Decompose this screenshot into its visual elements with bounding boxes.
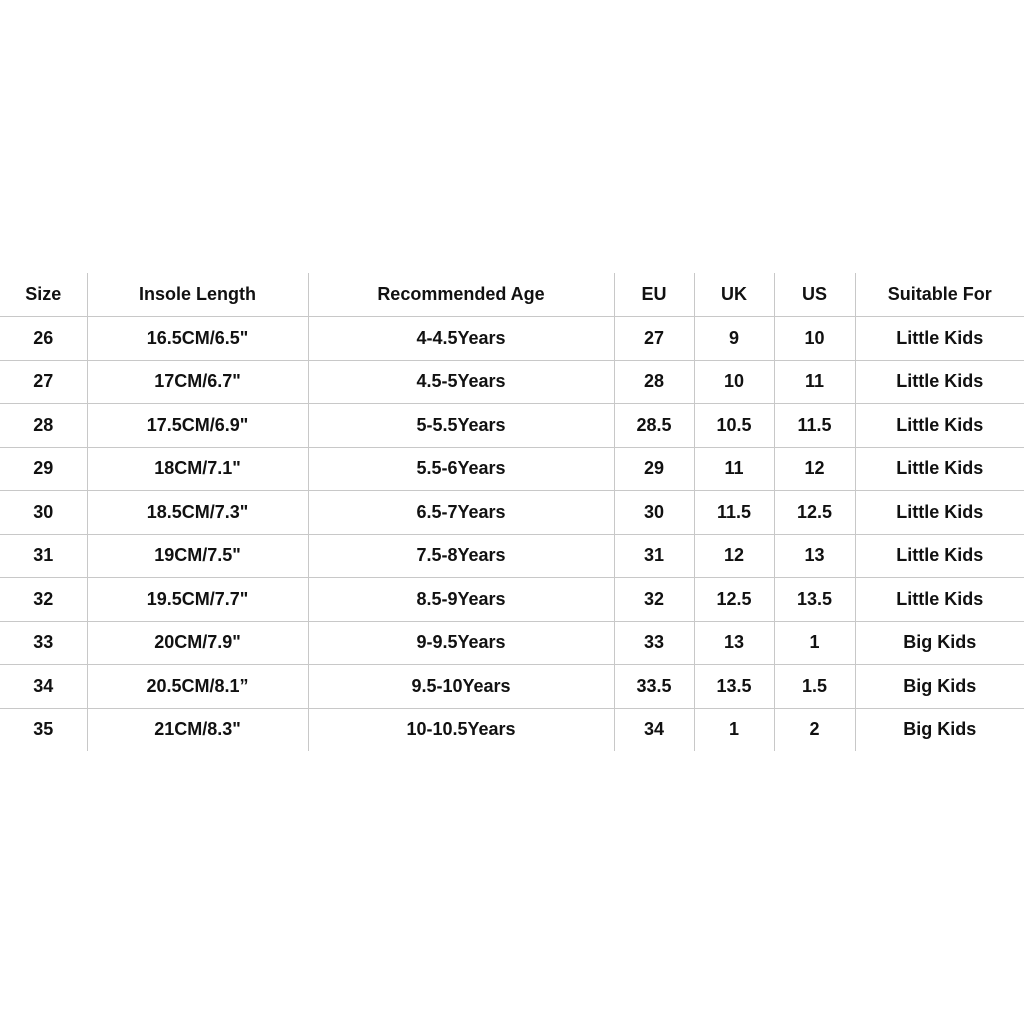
cell-us: 12.5 bbox=[774, 491, 855, 535]
cell-suitable-for: Little Kids bbox=[855, 447, 1024, 491]
cell-eu: 31 bbox=[614, 534, 694, 578]
cell-suitable-for: Little Kids bbox=[855, 578, 1024, 622]
cell-insole-length: 17CM/6.7" bbox=[87, 360, 308, 404]
cell-uk: 12 bbox=[694, 534, 774, 578]
cell-eu: 33 bbox=[614, 621, 694, 665]
table-row bbox=[0, 491, 1024, 535]
cell-eu: 29 bbox=[614, 447, 694, 491]
cell-uk: 12.5 bbox=[694, 578, 774, 622]
cell-size: 27 bbox=[0, 360, 87, 404]
table-header-row bbox=[0, 273, 1024, 317]
cell-eu: 32 bbox=[614, 578, 694, 622]
cell-uk: 1 bbox=[694, 708, 774, 751]
cell-recommended-age: 9.5-10Years bbox=[308, 665, 614, 709]
column-header-suitable-for: Suitable For bbox=[855, 273, 1024, 317]
cell-eu: 28.5 bbox=[614, 404, 694, 448]
cell-us: 2 bbox=[774, 708, 855, 751]
column-header-uk: UK bbox=[694, 273, 774, 317]
cell-uk: 11 bbox=[694, 447, 774, 491]
cell-size: 31 bbox=[0, 534, 87, 578]
cell-recommended-age: 10-10.5Years bbox=[308, 708, 614, 751]
cell-recommended-age: 5.5-6Years bbox=[308, 447, 614, 491]
cell-suitable-for: Big Kids bbox=[855, 708, 1024, 751]
column-header-recommended-age: Recommended Age bbox=[308, 273, 614, 317]
cell-size: 34 bbox=[0, 665, 87, 709]
column-header-eu: EU bbox=[614, 273, 694, 317]
cell-recommended-age: 4.5-5Years bbox=[308, 360, 614, 404]
cell-uk: 10.5 bbox=[694, 404, 774, 448]
cell-suitable-for: Little Kids bbox=[855, 360, 1024, 404]
cell-recommended-age: 5-5.5Years bbox=[308, 404, 614, 448]
cell-suitable-for: Big Kids bbox=[855, 665, 1024, 709]
cell-us: 10 bbox=[774, 317, 855, 361]
table-row bbox=[0, 447, 1024, 491]
cell-size: 33 bbox=[0, 621, 87, 665]
cell-us: 1.5 bbox=[774, 665, 855, 709]
cell-uk: 13.5 bbox=[694, 665, 774, 709]
cell-insole-length: 17.5CM/6.9" bbox=[87, 404, 308, 448]
cell-size: 32 bbox=[0, 578, 87, 622]
cell-suitable-for: Little Kids bbox=[855, 491, 1024, 535]
cell-uk: 9 bbox=[694, 317, 774, 361]
cell-eu: 27 bbox=[614, 317, 694, 361]
cell-uk: 10 bbox=[694, 360, 774, 404]
column-header-us: US bbox=[774, 273, 855, 317]
cell-insole-length: 18.5CM/7.3" bbox=[87, 491, 308, 535]
cell-insole-length: 19.5CM/7.7" bbox=[87, 578, 308, 622]
cell-insole-length: 20.5CM/8.1” bbox=[87, 665, 308, 709]
cell-us: 13.5 bbox=[774, 578, 855, 622]
table-row bbox=[0, 578, 1024, 622]
size-chart-table bbox=[0, 272, 1024, 751]
cell-eu: 33.5 bbox=[614, 665, 694, 709]
cell-uk: 11.5 bbox=[694, 491, 774, 535]
table-row bbox=[0, 665, 1024, 709]
cell-size: 29 bbox=[0, 447, 87, 491]
cell-recommended-age: 4-4.5Years bbox=[308, 317, 614, 361]
cell-eu: 30 bbox=[614, 491, 694, 535]
cell-suitable-for: Little Kids bbox=[855, 404, 1024, 448]
cell-eu: 34 bbox=[614, 708, 694, 751]
cell-recommended-age: 6.5-7Years bbox=[308, 491, 614, 535]
column-header-size: Size bbox=[0, 273, 87, 317]
cell-suitable-for: Little Kids bbox=[855, 534, 1024, 578]
cell-insole-length: 16.5CM/6.5" bbox=[87, 317, 308, 361]
cell-suitable-for: Big Kids bbox=[855, 621, 1024, 665]
cell-us: 12 bbox=[774, 447, 855, 491]
cell-size: 26 bbox=[0, 317, 87, 361]
cell-recommended-age: 8.5-9Years bbox=[308, 578, 614, 622]
cell-us: 11.5 bbox=[774, 404, 855, 448]
table-row bbox=[0, 360, 1024, 404]
column-header-insole-length: Insole Length bbox=[87, 273, 308, 317]
cell-us: 13 bbox=[774, 534, 855, 578]
cell-size: 35 bbox=[33, 719, 54, 740]
cell-recommended-age: 7.5-8Years bbox=[308, 534, 614, 578]
cell-eu: 28 bbox=[614, 360, 694, 404]
table-row bbox=[0, 404, 1024, 448]
cell-size: 30 bbox=[0, 491, 87, 535]
cell-insole-length: 18CM/7.1" bbox=[87, 447, 308, 491]
table-body bbox=[0, 317, 1024, 752]
table-row bbox=[0, 708, 1024, 751]
cell-us: 11 bbox=[774, 360, 855, 404]
cell-insole-length: 19CM/7.5" bbox=[87, 534, 308, 578]
table-row bbox=[0, 317, 1024, 361]
cell-uk: 13 bbox=[694, 621, 774, 665]
cell-insole-length: 20CM/7.9" bbox=[87, 621, 308, 665]
cell-recommended-age: 9-9.5Years bbox=[308, 621, 614, 665]
table-row bbox=[0, 621, 1024, 665]
cell-insole-length: 21CM/8.3" bbox=[87, 708, 308, 751]
cell-size: 28 bbox=[0, 404, 87, 448]
table-row bbox=[0, 534, 1024, 578]
cell-us: 1 bbox=[774, 621, 855, 665]
cell-suitable-for: Little Kids bbox=[855, 317, 1024, 361]
